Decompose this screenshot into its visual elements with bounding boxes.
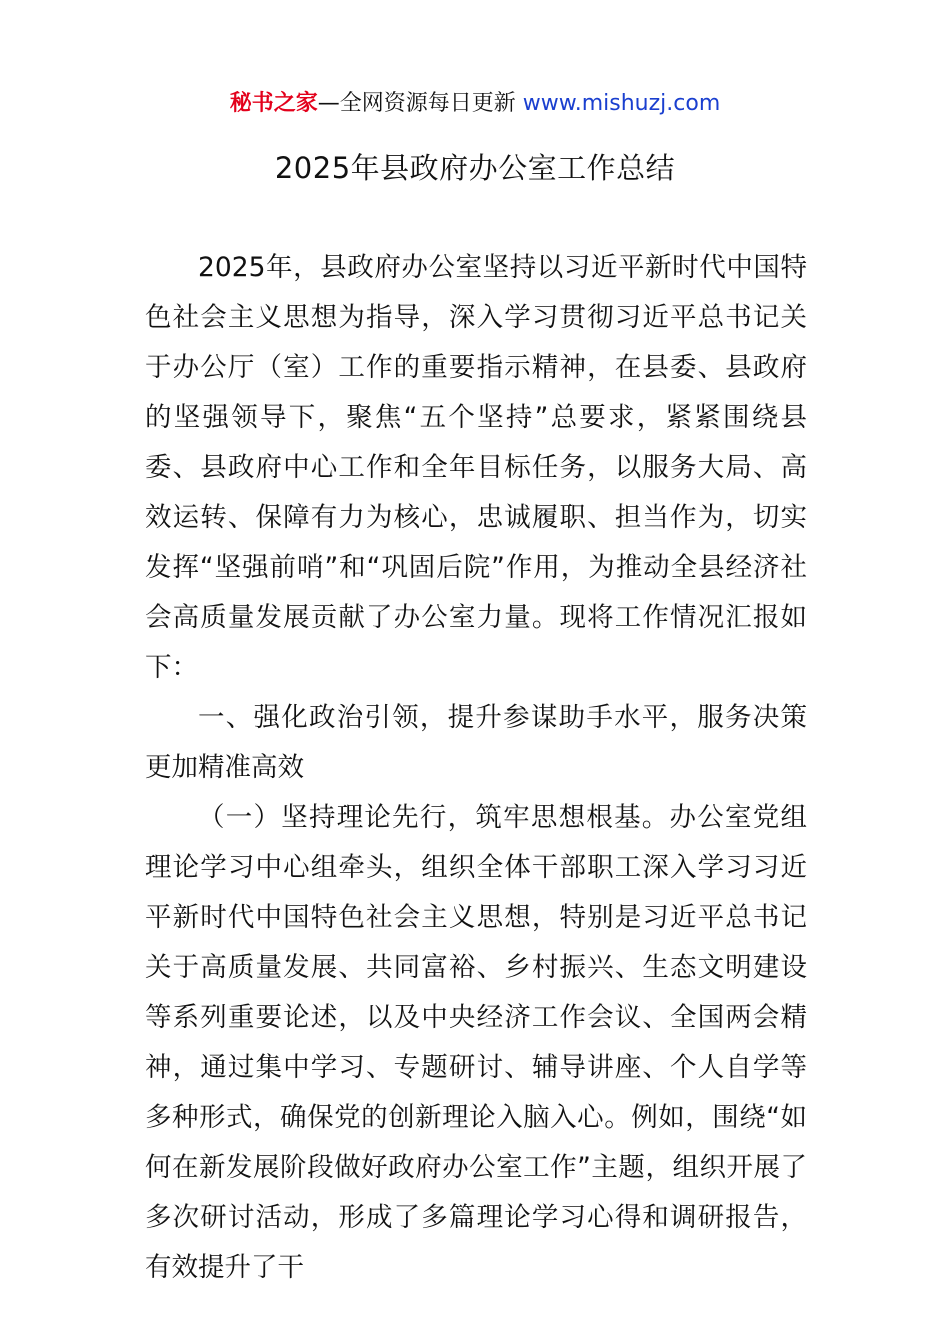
intro-paragraph: 2025年，县政府办公室坚持以习近平新时代中国特色社会主义思想为指导，深入学习贯彻习近平总书记关于办公厅（室）工作的重要指示精神，在县委、县政府的坚强领导下，聚焦“五个坚持”总要求，紧紧围绕县委、县政府中心工作和全年目标任务，以服务大局、高效运转、保障有力为核心，忠诚履职、担当作为，切实发挥“坚强前哨”和“巩固后院”作用，为推动全县经济社会高质量发展贡献了办公室力量。现将工作情况汇报如下： <box>145 252 807 683</box>
document-title: 2025年县政府办公室工作总结 <box>274 151 676 185</box>
site-header <box>0 88 950 120</box>
subsection-paragraph-1: （一）坚持理论先行，筑牢思想根基。办公室党组理论学习中心组牵头，组织全体干部职工深入学习习近平新时代中国特色社会主义思想，特别是习近平总书记关于高质量发展、共同富裕、乡村振兴、生态文明建设等系列重要论述，以及中央经济工作会议、全国两会精神，通过集中学习、专题研讨、辅导讲座、个人自学等多种形式，确保党的创新理论入脑入心。例如，围绕“如何在新发展阶段做好政府办公室工作”主题，组织开展了多次研讨活动，形成了多篇理论学习心得和调研报告，有效提升了干 <box>145 802 807 1283</box>
header-tagline: —全网资源每日更新 <box>317 91 516 116</box>
section-heading-1: 一、强化政治引领，提升参谋助手水平，服务决策更加精准高效 <box>145 702 807 783</box>
site-url-link[interactable]: www.mishuzj.com <box>522 91 721 116</box>
document-body <box>145 243 807 1293</box>
brand-name: 秘书之家 <box>229 91 318 116</box>
